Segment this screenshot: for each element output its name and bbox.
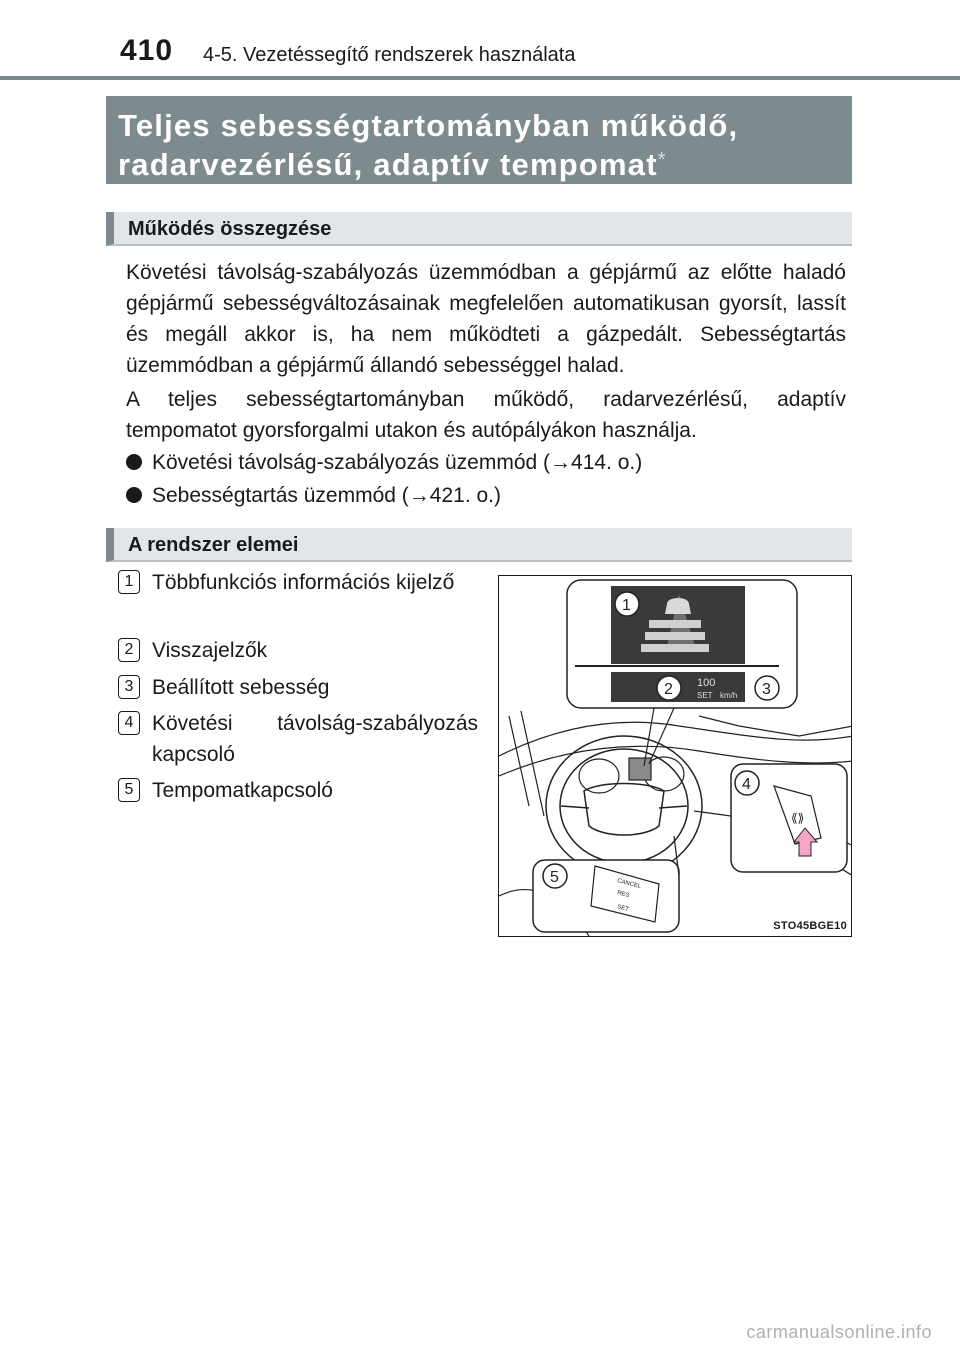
callout-number-badge: 1 — [118, 570, 140, 594]
bullet-item-constant-speed-mode[interactable] — [126, 480, 501, 511]
component-label: Visszajelzők — [152, 639, 268, 662]
bullet-dot-icon — [126, 487, 142, 503]
callout-3-label: 3 — [762, 681, 771, 698]
figure-code: STO45BGE10 — [773, 920, 847, 932]
cockpit-drawing — [499, 576, 852, 937]
lever-cancel-label: CANCEL — [616, 878, 642, 891]
component-label: Többfunkciós információs kijelző — [152, 571, 455, 594]
component-item-5 — [118, 775, 478, 806]
cockpit-illustration — [498, 575, 852, 937]
header-rule — [0, 76, 960, 80]
speed-value: 100 — [697, 677, 716, 689]
distance-icon: ⟪⟫ — [791, 811, 805, 825]
lever-set-label: SET — [616, 904, 630, 913]
title-line-2 — [118, 145, 852, 184]
component-item-4 — [118, 708, 478, 770]
section-title-box — [106, 96, 852, 184]
callout-5-label: 5 — [550, 869, 559, 886]
section-heading-components: A rendszer elemei — [106, 528, 852, 562]
overview-paragraph-2: A teljes sebességtartományban működő, radarvezérlésű, adaptív tempomatot gyorsforgalmi utakon és autópályákon használja. — [126, 388, 846, 442]
bullet-text: Sebességtartás üzemmód (→421. o.) — [152, 484, 502, 507]
set-label: SET — [697, 691, 713, 700]
callout-2-label: 2 — [664, 681, 673, 698]
component-item-1 — [118, 567, 478, 598]
component-label: Követési távolság-szabályozás kapcsoló — [152, 712, 478, 766]
page-number: 410 — [120, 34, 174, 67]
watermark: carmanualsonline.info — [746, 1322, 932, 1342]
callout-number-badge: 2 — [118, 638, 140, 662]
section-heading-overview: Működés összegzése — [106, 212, 852, 246]
callout-number-badge: 4 — [118, 711, 140, 735]
overview-paragraph-1: Követési távolság-szabályozás üzemmódban a gépjármű az előtte haladó gépjármű sebességváltozásainak megfelelően automatikusan gyorsít, lassít és megáll akkor is, ha nem működteti a gázpedált. Sebességtartás üzemmódban a gépjármű állandó sebességgel halad. — [126, 261, 846, 377]
callout-number-badge: 3 — [118, 675, 140, 699]
chapter-title: 4-5. Vezetéssegítő rendszerek használata — [203, 44, 576, 66]
steering-wheel — [546, 736, 702, 876]
meter-cluster — [579, 757, 684, 793]
title-line-1: Teljes sebességtartományban működő, — [118, 108, 739, 143]
bullet-text: Követési távolság-szabályozás üzemmód (→414. o.) — [152, 451, 643, 474]
component-item-3 — [118, 672, 478, 703]
callout-1-label: 1 — [622, 597, 631, 614]
unit-label: km/h — [720, 691, 738, 700]
callout-4-label: 4 — [742, 776, 751, 793]
lever-res-label: RES — [616, 890, 630, 900]
bullet-dot-icon — [126, 454, 142, 470]
title-asterisk: * — [657, 149, 667, 171]
page-header — [0, 0, 960, 80]
callout-number-badge: 5 — [118, 778, 140, 802]
bullet-item-following-mode[interactable] — [126, 447, 642, 478]
component-label: Beállított sebesség — [152, 676, 330, 699]
title-line-2-text: radarvezérlésű, adaptív tempomat — [118, 147, 658, 182]
component-item-2 — [118, 635, 478, 666]
component-label: Tempomatkapcsoló — [152, 779, 333, 802]
